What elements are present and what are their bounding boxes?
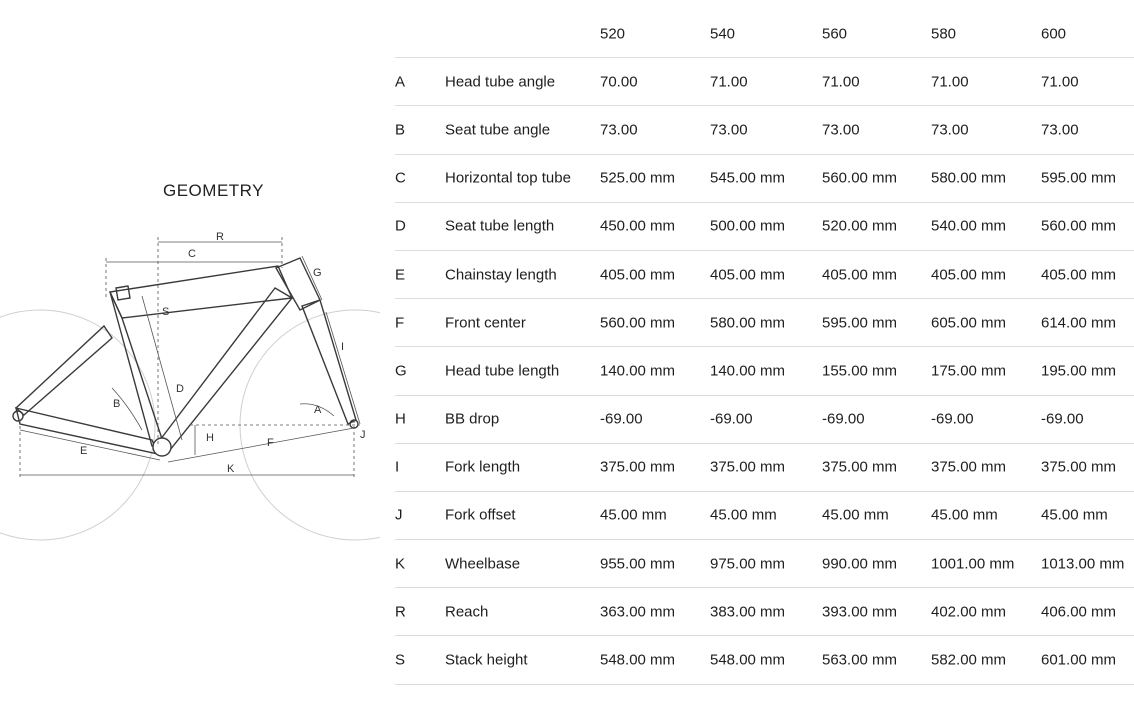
label-A: A bbox=[314, 404, 322, 416]
row-value: 520.00 mm bbox=[822, 217, 898, 235]
fork-dimension bbox=[326, 312, 360, 424]
row-value: -69.00 bbox=[600, 410, 643, 428]
label-J: J bbox=[360, 429, 366, 441]
row-value: 605.00 mm bbox=[931, 314, 1007, 332]
row-value: 548.00 mm bbox=[600, 651, 676, 669]
size-header: 520 bbox=[600, 25, 626, 43]
row-value: 1001.00 mm bbox=[931, 555, 1015, 573]
row-value: 45.00 mm bbox=[931, 506, 998, 524]
row-value: 450.00 mm bbox=[600, 217, 676, 235]
size-header: 540 bbox=[710, 25, 736, 43]
row-key: K bbox=[395, 555, 406, 573]
row-name: Horizontal top tube bbox=[445, 169, 571, 187]
row-value: 540.00 mm bbox=[931, 217, 1007, 235]
size-header: 600 bbox=[1041, 25, 1067, 43]
row-key: H bbox=[395, 410, 406, 428]
row-value: 582.00 mm bbox=[931, 651, 1007, 669]
row-value: 500.00 mm bbox=[710, 217, 786, 235]
table-row bbox=[395, 588, 1134, 636]
table-row bbox=[395, 636, 1134, 684]
row-value: 560.00 mm bbox=[600, 314, 676, 332]
row-name: Head tube angle bbox=[445, 73, 556, 91]
row-value: 140.00 mm bbox=[600, 362, 676, 380]
row-value: 45.00 mm bbox=[600, 506, 667, 524]
size-header: 560 bbox=[822, 25, 848, 43]
row-key: A bbox=[395, 73, 406, 91]
row-value: 990.00 mm bbox=[822, 555, 898, 573]
row-value: 73.00 bbox=[931, 121, 969, 139]
row-name: Chainstay length bbox=[445, 266, 557, 284]
row-value: -69.00 bbox=[931, 410, 974, 428]
chainstay-dimension bbox=[20, 430, 160, 460]
bike-frame-drawing bbox=[0, 0, 380, 709]
row-value: 73.00 bbox=[822, 121, 860, 139]
row-name: Reach bbox=[445, 603, 489, 621]
row-value: 560.00 mm bbox=[822, 169, 898, 187]
row-value: 155.00 mm bbox=[822, 362, 898, 380]
geometry-diagram bbox=[0, 0, 380, 709]
row-name: Fork offset bbox=[445, 506, 516, 524]
row-value: 375.00 mm bbox=[822, 458, 898, 476]
seat-tube bbox=[110, 292, 165, 448]
row-value: 363.00 mm bbox=[600, 603, 676, 621]
row-value: 45.00 mm bbox=[710, 506, 777, 524]
label-G: G bbox=[313, 267, 322, 279]
size-header: 580 bbox=[931, 25, 957, 43]
row-value: 405.00 mm bbox=[710, 266, 786, 284]
row-value: 175.00 mm bbox=[931, 362, 1007, 380]
row-name: Seat tube angle bbox=[445, 121, 551, 139]
row-value: 525.00 mm bbox=[600, 169, 676, 187]
row-value: 545.00 mm bbox=[710, 169, 786, 187]
label-D: D bbox=[176, 383, 184, 395]
label-I: I bbox=[341, 341, 345, 353]
row-name: Fork length bbox=[445, 458, 521, 476]
row-value: 375.00 mm bbox=[1041, 458, 1117, 476]
row-value: 140.00 mm bbox=[710, 362, 786, 380]
row-key: E bbox=[395, 266, 406, 284]
geometry-table bbox=[395, 10, 1134, 685]
row-value: 548.00 mm bbox=[710, 651, 786, 669]
label-R: R bbox=[216, 231, 224, 243]
row-name: Front center bbox=[445, 314, 526, 332]
row-key: C bbox=[395, 169, 406, 187]
seat-clamp bbox=[116, 286, 130, 300]
row-value: 71.00 bbox=[710, 73, 748, 91]
row-key: F bbox=[395, 314, 405, 332]
seatstay bbox=[16, 326, 112, 415]
row-value: 580.00 mm bbox=[931, 169, 1007, 187]
table-row bbox=[395, 540, 1134, 588]
row-value: 45.00 mm bbox=[822, 506, 889, 524]
row-key: S bbox=[395, 651, 406, 669]
row-value: 73.00 bbox=[710, 121, 748, 139]
row-value: 375.00 mm bbox=[710, 458, 786, 476]
row-value: 73.00 bbox=[600, 121, 638, 139]
row-value: 405.00 mm bbox=[822, 266, 898, 284]
label-S: S bbox=[162, 306, 170, 318]
row-value: 71.00 bbox=[1041, 73, 1079, 91]
table-row bbox=[395, 444, 1134, 492]
label-E: E bbox=[80, 445, 88, 457]
table-row bbox=[395, 396, 1134, 444]
label-B: B bbox=[113, 398, 121, 410]
row-value: 71.00 bbox=[931, 73, 969, 91]
row-value: 601.00 mm bbox=[1041, 651, 1117, 669]
row-key: D bbox=[395, 217, 406, 235]
row-value: 595.00 mm bbox=[1041, 169, 1117, 187]
row-name: Wheelbase bbox=[445, 555, 521, 573]
row-value: 393.00 mm bbox=[822, 603, 898, 621]
row-value: 405.00 mm bbox=[600, 266, 676, 284]
row-value: 560.00 mm bbox=[1041, 217, 1117, 235]
row-value: -69.00 bbox=[822, 410, 865, 428]
table-row bbox=[395, 106, 1134, 154]
label-H: H bbox=[206, 432, 214, 444]
row-value: 70.00 bbox=[600, 73, 638, 91]
row-value: 405.00 mm bbox=[1041, 266, 1117, 284]
top-tube bbox=[110, 266, 292, 318]
label-F: F bbox=[267, 437, 274, 449]
row-name: BB drop bbox=[445, 410, 500, 428]
row-value: -69.00 bbox=[1041, 410, 1084, 428]
row-value: -69.00 bbox=[710, 410, 753, 428]
row-value: 45.00 mm bbox=[1041, 506, 1108, 524]
down-tube bbox=[160, 288, 292, 450]
row-value: 73.00 bbox=[1041, 121, 1079, 139]
row-value: 614.00 mm bbox=[1041, 314, 1117, 332]
row-value: 580.00 mm bbox=[710, 314, 786, 332]
table-row bbox=[395, 347, 1134, 395]
geometry-title: GEOMETRY bbox=[163, 181, 264, 200]
row-name: Stack height bbox=[445, 651, 528, 669]
row-key: B bbox=[395, 121, 406, 139]
bottom-bracket bbox=[153, 438, 171, 456]
table-row bbox=[395, 299, 1134, 347]
row-value: 383.00 mm bbox=[710, 603, 786, 621]
front-center-dimension bbox=[168, 428, 354, 462]
row-value: 71.00 bbox=[822, 73, 860, 91]
table-header-row bbox=[395, 10, 1134, 58]
row-value: 955.00 mm bbox=[600, 555, 676, 573]
row-value: 563.00 mm bbox=[822, 651, 898, 669]
table-row bbox=[395, 203, 1134, 251]
row-value: 595.00 mm bbox=[822, 314, 898, 332]
row-value: 375.00 mm bbox=[931, 458, 1007, 476]
table-row bbox=[395, 251, 1134, 299]
label-K: K bbox=[227, 463, 235, 475]
row-name: Head tube length bbox=[445, 362, 560, 380]
row-value: 405.00 mm bbox=[931, 266, 1007, 284]
row-key: R bbox=[395, 603, 406, 621]
row-key: G bbox=[395, 362, 407, 380]
table-row bbox=[395, 155, 1134, 203]
row-value: 1013.00 mm bbox=[1041, 555, 1125, 573]
row-value: 975.00 mm bbox=[710, 555, 786, 573]
label-C: C bbox=[188, 248, 196, 260]
row-value: 375.00 mm bbox=[600, 458, 676, 476]
table-row bbox=[395, 492, 1134, 540]
row-value: 406.00 mm bbox=[1041, 603, 1117, 621]
row-key: I bbox=[395, 458, 400, 476]
row-value: 402.00 mm bbox=[931, 603, 1007, 621]
row-name: Seat tube length bbox=[445, 217, 555, 235]
row-key: J bbox=[395, 506, 403, 524]
row-value: 195.00 mm bbox=[1041, 362, 1117, 380]
table-row bbox=[395, 58, 1134, 106]
